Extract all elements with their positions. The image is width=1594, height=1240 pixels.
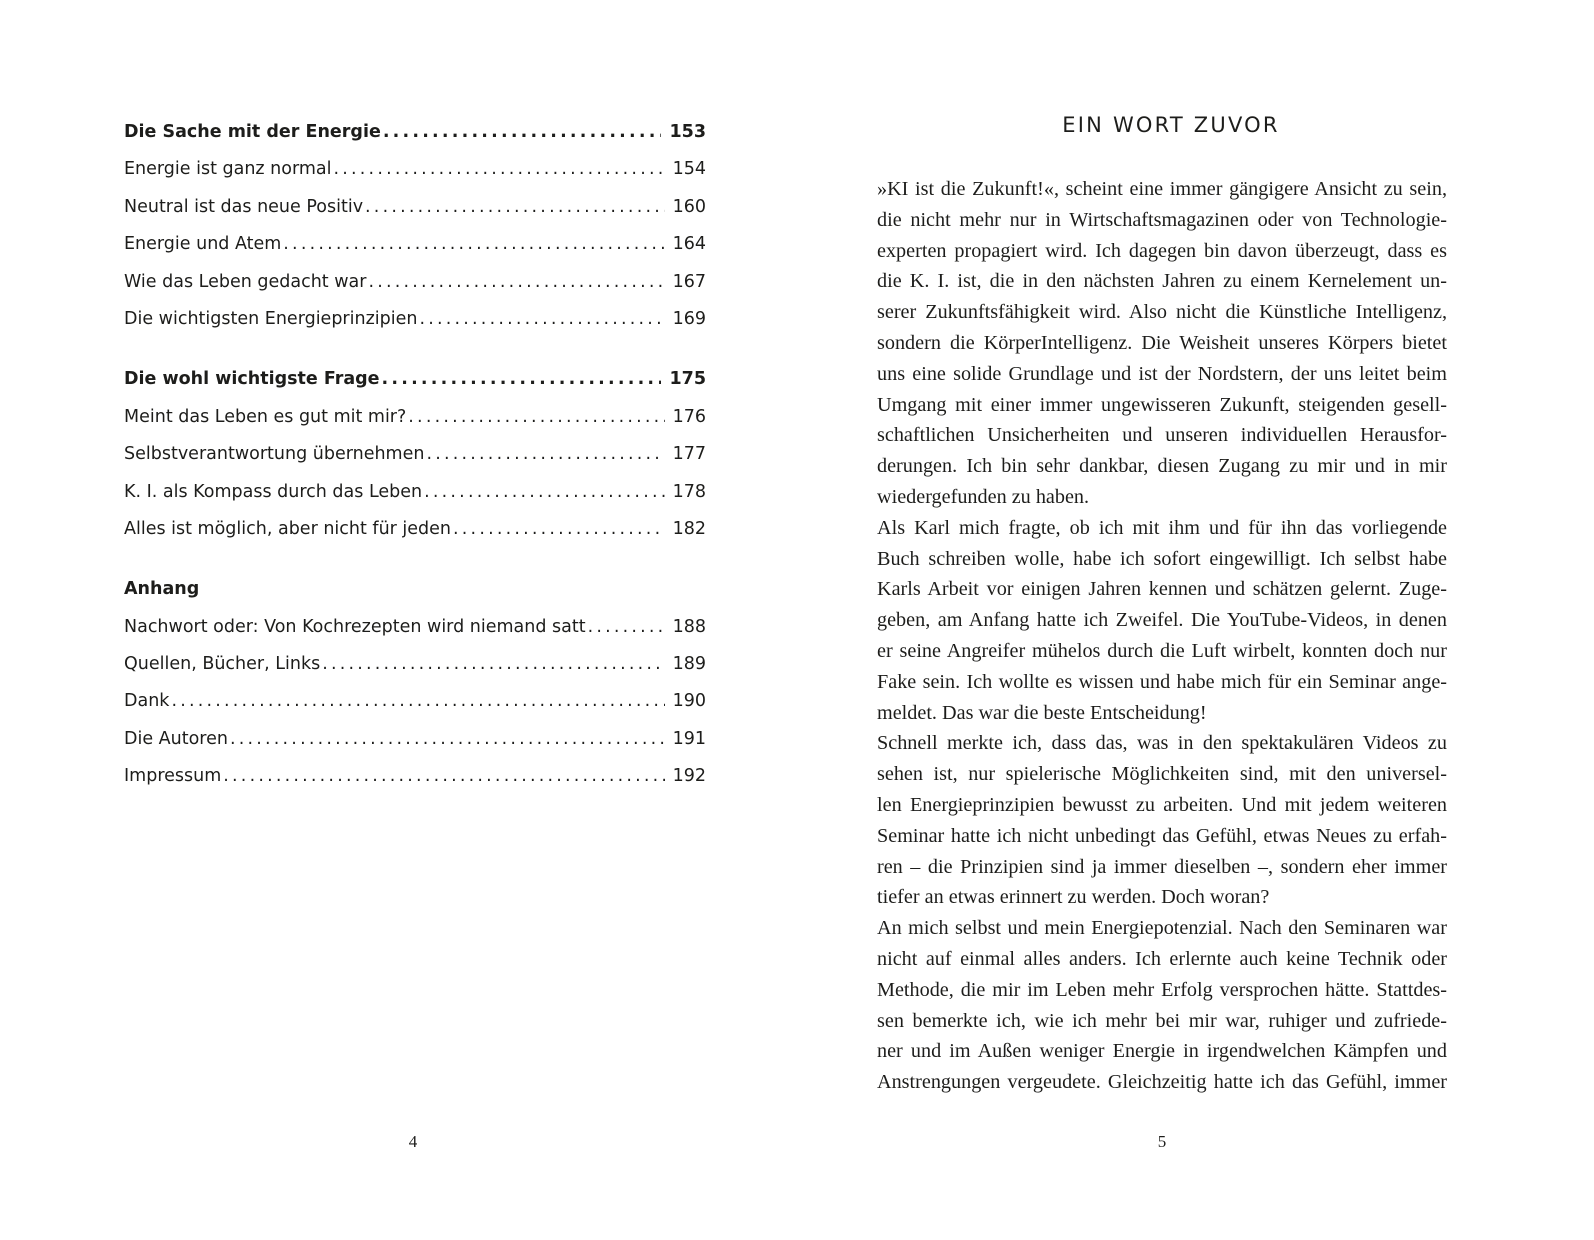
body-line: er seine Angreifer mühelos durch die Luft wirbelt, konnten doch nur: [877, 639, 1447, 662]
body-line: Buch schreiben wolle, habe ich sofort eingewilligt. Ich selbst habe: [877, 547, 1447, 570]
body-line: len Energieprinzipien bewusst zu arbeiten. Und mit jedem weiteren: [877, 793, 1447, 816]
toc-entry-title: Alles ist möglich, aber nicht für jeden: [124, 518, 452, 539]
toc-heading-title: Die wohl wichtigste Frage: [124, 369, 380, 390]
toc-entry[interactable]: [124, 301, 706, 338]
body-line: ren – die Prinzipien sind ja immer dieselben –, sondern eher immer: [877, 855, 1447, 878]
toc-entry[interactable]: [124, 721, 706, 758]
body-line: derungen. Ich bin sehr dankbar, diesen Zugang zu mir und in mir: [877, 455, 1447, 478]
toc-entry-page: 154: [672, 159, 706, 180]
toc-section: [124, 361, 706, 548]
body-line: Seminar hatte ich nicht unbedingt das Gefühl, etwas Neues zu erfah-: [877, 824, 1447, 847]
toc-entry-title: Meint das Leben es gut mit mir?: [124, 406, 407, 427]
body-line: uns eine solide Grundlage und ist der Nordstern, der uns leitet beim: [877, 362, 1447, 385]
toc-entry-title: Selbstverantwortung übernehmen: [124, 444, 425, 465]
chapter-title: EIN WORT ZUVOR: [1062, 113, 1280, 137]
toc-entry[interactable]: [124, 511, 706, 548]
body-line: Als Karl mich fragte, ob ich mit ihm und für ihn das vorliegende: [877, 516, 1447, 539]
toc-entry[interactable]: [124, 474, 706, 511]
body-line: »KI ist die Zukunft!«, scheint eine immer gängigere Ansicht zu sein,: [877, 178, 1447, 200]
toc-dot-leader: [322, 646, 664, 683]
page-number-left: 4: [408, 1132, 418, 1151]
toc-entry-title: Die Autoren: [124, 728, 228, 749]
toc-entry-title: Nachwort oder: Von Kochrezepten wird niemand satt: [124, 616, 586, 637]
table-of-contents: [124, 114, 706, 819]
toc-entry-title: Quellen, Bücher, Links: [124, 654, 321, 675]
body-line: meldet. Das war die beste Entscheidung!: [877, 701, 1207, 724]
body-line: geben, am Anfang hatte ich Zweifel. Die YouTube-Videos, in denen: [877, 609, 1447, 632]
body-line: nicht auf einmal alles anders. Ich erlernte auch keine Technik oder: [877, 947, 1447, 970]
toc-heading-title: Die Sache mit der Energie: [124, 122, 381, 142]
toc-heading-page: 175: [669, 369, 706, 390]
toc-entry-title: K. I. als Kompass durch das Leben: [124, 481, 423, 502]
toc-entry[interactable]: [124, 226, 706, 263]
body-line: serer Zukunftsfähigkeit wird. Also nicht die Künstliche Intelligenz,: [877, 301, 1447, 324]
toc-dot-leader: [426, 436, 664, 473]
toc-dot-leader: [424, 474, 664, 511]
body-line: experten propagiert wird. Ich dagegen bin davon überzeugt, dass es: [877, 239, 1447, 262]
body-line: die K. I. ist, die in den nächsten Jahren zu einem Kernelement un-: [877, 270, 1447, 293]
toc-heading[interactable]: [124, 114, 706, 151]
body-line: sehen ist, nur spielerische Möglichkeiten sind, mit den universel-: [877, 763, 1447, 786]
toc-entry-page: 164: [672, 234, 706, 255]
toc-entry-page: 178: [672, 481, 706, 502]
toc-entry-page: 182: [672, 518, 706, 539]
toc-entry-page: 177: [672, 444, 706, 465]
toc-entry[interactable]: [124, 646, 706, 683]
body-text: [877, 174, 1447, 1098]
toc-entry[interactable]: [124, 399, 706, 436]
toc-dot-leader: [223, 758, 664, 795]
toc-entry[interactable]: [124, 189, 706, 226]
toc-entry-title: Neutral ist das neue Positiv: [124, 196, 364, 217]
toc-heading-page: 153: [669, 122, 706, 142]
body-line: Fake sein. Ich wollte es wissen und habe mich für ein Seminar ange-: [877, 670, 1447, 693]
toc-entry-page: 190: [672, 691, 706, 712]
body-line: tiefer an etwas erinnert zu werden. Doch woran?: [877, 886, 1270, 909]
toc-dot-leader: [382, 361, 662, 398]
toc-entry-page: 192: [672, 766, 706, 787]
body-line: wiedergefunden zu haben.: [877, 485, 1090, 508]
toc-entry-page: 188: [672, 616, 706, 637]
toc-entry[interactable]: [124, 609, 706, 646]
body-line: schaftlichen Unsicherheiten und unseren individuellen Herausfor-: [877, 424, 1447, 447]
toc-dot-leader: [230, 721, 665, 758]
body-line: die nicht mehr nur in Wirtschaftsmagazinen oder von Technologie-: [877, 208, 1447, 231]
body-line: sen bemerkte ich, wie ich mehr bei mir war, ruhiger und zufriede-: [877, 1009, 1447, 1032]
body-line: ner und im Außen weniger Energie in irgendwelchen Kämpfen und: [877, 1040, 1447, 1063]
toc-entry[interactable]: [124, 758, 706, 795]
toc-entry-page: 169: [672, 308, 706, 329]
toc-dot-leader: [365, 189, 665, 226]
toc-dot-leader: [419, 301, 664, 338]
toc-dot-leader: [383, 114, 662, 151]
page-number-right: 5: [1157, 1132, 1167, 1151]
toc-dot-leader: [408, 399, 664, 436]
body-line: Karls Arbeit vor einigen Jahren kennen und schätzen gelernt. Zuge-: [877, 578, 1447, 601]
toc-entry-page: 160: [672, 196, 706, 217]
toc-section: [124, 114, 706, 338]
body-line: Methode, die mir im Leben mehr Erfolg versprochen hätte. Stattdes-: [877, 978, 1447, 1001]
toc-entry-title: Die wichtigsten Energieprinzipien: [124, 308, 418, 329]
toc-dot-leader: [453, 511, 665, 548]
toc-entry-title: Energie und Atem: [124, 234, 282, 255]
toc-entry-page: 167: [672, 271, 706, 292]
body-line: Schnell merkte ich, dass das, was in den spektakulären Videos zu: [877, 732, 1447, 755]
toc-dot-leader: [368, 264, 664, 301]
body-line: sondern die KörperIntelligenz. Die Weisheit unseres Körpers bietet: [877, 331, 1447, 354]
body-line: Anstrengungen vergeudete. Gleichzeitig hatte ich das Gefühl, immer: [877, 1071, 1447, 1094]
body-line: Umgang mit einer immer ungewisseren Zukunft, steigenden gesell-: [877, 393, 1447, 416]
toc-entry-page: 189: [672, 654, 706, 675]
toc-dot-leader: [171, 683, 664, 720]
toc-entry-title: Wie das Leben gedacht war: [124, 271, 367, 292]
toc-entry-page: 191: [672, 728, 706, 749]
toc-dot-leader: [334, 151, 665, 188]
toc-entry[interactable]: [124, 151, 706, 188]
toc-section: [124, 571, 706, 795]
body-line: An mich selbst und mein Energiepotenzial. Nach den Seminaren war: [877, 917, 1447, 940]
toc-dot-leader: [588, 609, 665, 646]
toc-entry-title: Impressum: [124, 766, 222, 787]
toc-heading: Anhang: [124, 579, 200, 600]
right-page: [797, 0, 1594, 1240]
toc-entry[interactable]: [124, 264, 706, 301]
toc-heading[interactable]: [124, 361, 706, 398]
toc-entry[interactable]: [124, 683, 706, 720]
toc-entry-title: Dank: [124, 691, 170, 712]
toc-entry-title: Energie ist ganz normal: [124, 159, 332, 180]
toc-dot-leader: [283, 226, 664, 263]
toc-entry-page: 176: [672, 406, 706, 427]
toc-entry[interactable]: [124, 436, 706, 473]
